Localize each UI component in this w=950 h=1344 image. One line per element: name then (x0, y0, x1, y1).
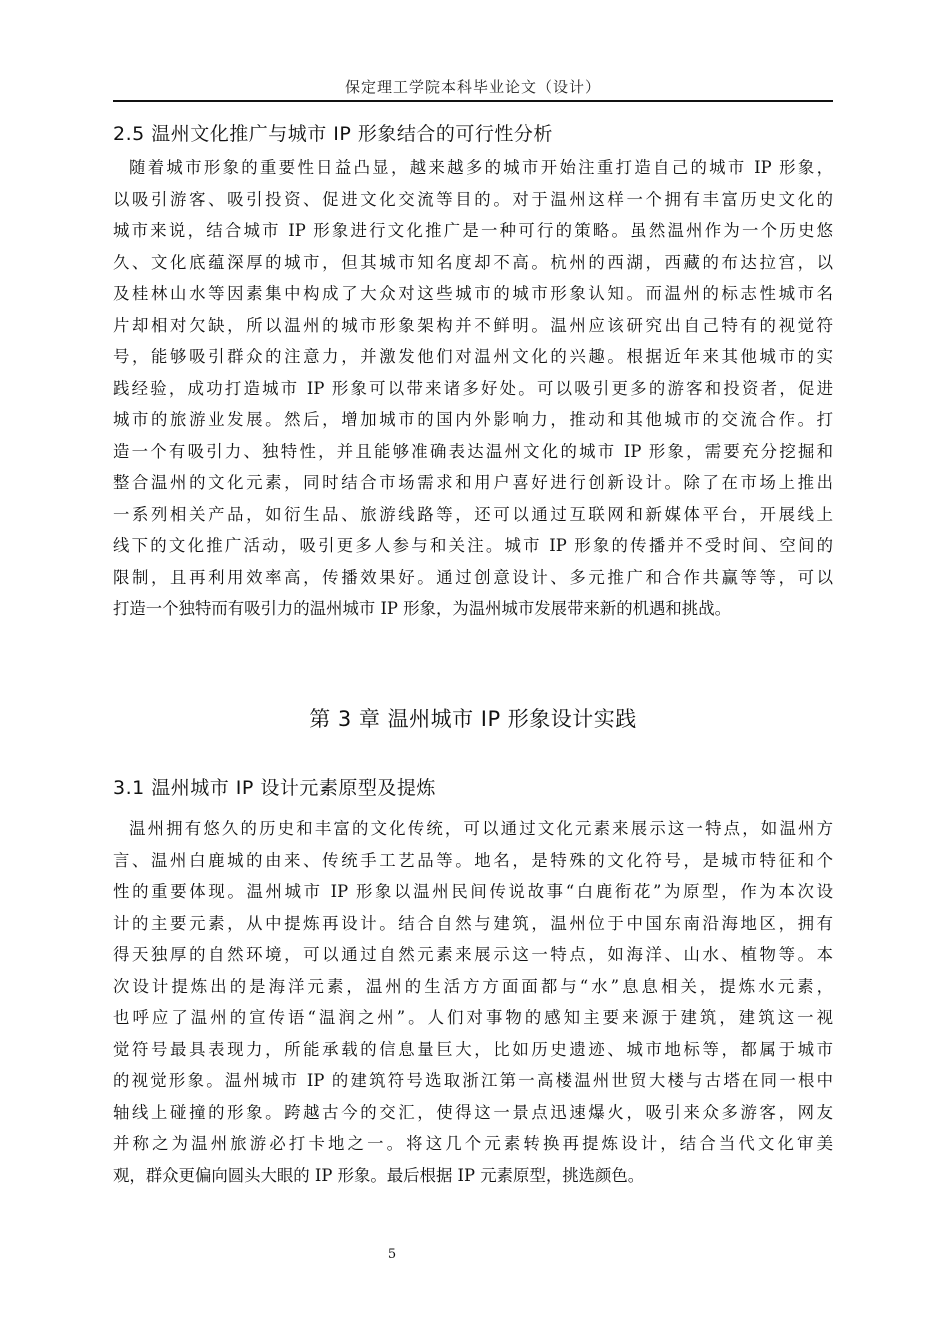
paragraph-line: 的视觉形象。温州城市 IP 的建筑符号选取浙江第一高楼温州世贸大楼与古塔在同一根中 (113, 1071, 833, 1090)
paragraph-line: 造一个有吸引力、独特性，并且能够准确表达温州文化的城市 IP 形象，需要充分挖掘和 (113, 441, 833, 461)
paragraph-line: 线下的文化推广活动，吸引更多人参与和关注。城市 IP 形象的传播并不受时间、空间的 (113, 536, 833, 555)
paragraph-line: 以吸引游客、吸引投资、促进文化交流等目的。对于温州这样一个拥有丰富历史文化的 (113, 189, 833, 209)
paragraph-line: 一系列相关产品，如衍生品、旅游线路等，还可以通过互联网和新媒体平台，开展线上 (113, 504, 833, 524)
paragraph-line: 觉符号最具表现力，所能承载的信息量巨大，比如历史遗迹、城市地标等，都属于城市 (113, 1039, 833, 1059)
paragraph-line: 整合温州的文化元素，同时结合市场需求和用户喜好进行创新设计。除了在市场上推出 (113, 473, 833, 492)
paragraph-line: 言、温州白鹿城的由来、传统手工艺品等。地名，是特殊的文化符号，是城市特征和个 (113, 850, 833, 870)
page-header: 保定理工学院本科毕业论文（设计） (344, 78, 601, 96)
paragraph-line: 得天独厚的自然环境，可以通过自然元素来展示这一特点，如海洋、山水、植物等。本 (113, 945, 833, 964)
paragraph-line: 计的主要元素，从中提炼再设计。结合自然与建筑，温州位于中国东南沿海地区，拥有 (113, 913, 833, 933)
paragraph-line: 城市的旅游业发展。然后，增加城市的国内外影响力，推动和其他城市的交流合作。打 (113, 410, 833, 429)
page-number: 5 (387, 1247, 397, 1262)
paragraph-line: 片却相对欠缺，所以温州的城市形象架构并不鲜明。温州应该研究出自己特有的视觉符 (113, 315, 833, 335)
paragraph-line: 限制，且再利用效率高，传播效果好。通过创意设计、多元推广和合作共赢等等，可以 (113, 567, 833, 587)
chapter-3-title: 第 3 章 温州城市 IP 形象设计实践 (309, 707, 637, 731)
paragraph-line: 及桂林山水等因素集中构成了大众对这些城市的城市形象认知。而温州的标志性城市名 (113, 284, 833, 303)
paragraph-line: 打造一个独特而有吸引力的温州城市 IP 形象，为温州城市发展带来新的机遇和挑战。 (113, 599, 731, 618)
section-2-5-title: 2.5 温州文化推广与城市 IP 形象结合的可行性分析 (113, 123, 553, 145)
paragraph-line: 城市来说，结合城市 IP 形象进行文化推广是一种可行的策略。虽然温州作为一个历史悠 (113, 221, 833, 240)
paragraph-line: 号，能够吸引群众的注意力，并激发他们对温州文化的兴趣。根据近年来其他城市的实 (113, 347, 833, 366)
paragraph-line: 随着城市形象的重要性日益凸显，越来越多的城市开始注重打造自己的城市 IP 形象， (129, 158, 833, 177)
section-3-1-paragraph (113, 813, 833, 1191)
paragraph-line: 也呼应了温州的宣传语“温润之州”。人们对事物的感知主要来源于建筑，建筑这一视 (113, 1008, 833, 1027)
paragraph-line: 性的重要体现。温州城市 IP 形象以温州民间传说故事“白鹿衔花”为原型，作为本次设 (113, 882, 833, 901)
section-2-5-paragraph (113, 152, 833, 625)
paragraph-line: 次设计提炼出的是海洋元素，温州的生活方方面面都与“水”息息相关，提炼水元素， (113, 976, 833, 996)
paragraph-line: 温州拥有悠久的历史和丰富的文化传统，可以通过文化元素来展示这一特点，如温州方 (129, 819, 833, 838)
paragraph-line: 轴线上碰撞的形象。跨越古今的交汇，使得这一景点迅速爆火，吸引来众多游客，网友 (113, 1102, 833, 1122)
paragraph-line: 久、文化底蕴深厚的城市，但其城市知名度却不高。杭州的西湖，西藏的布达拉宫，以 (113, 252, 833, 272)
paragraph-line: 践经验，成功打造城市 IP 形象可以带来诸多好处。可以吸引更多的游客和投资者，促进 (113, 378, 833, 398)
paragraph-line: 观，群众更偏向圆头大眼的 IP 形象。最后根据 IP 元素原型，挑选颜色。 (113, 1165, 645, 1185)
section-3-1-title: 3.1 温州城市 IP 设计元素原型及提炼 (113, 777, 436, 799)
paragraph-line: 并称之为温州旅游必打卡地之一。将这几个元素转换再提炼设计，结合当代文化审美 (113, 1134, 833, 1153)
header-divider (113, 100, 833, 102)
